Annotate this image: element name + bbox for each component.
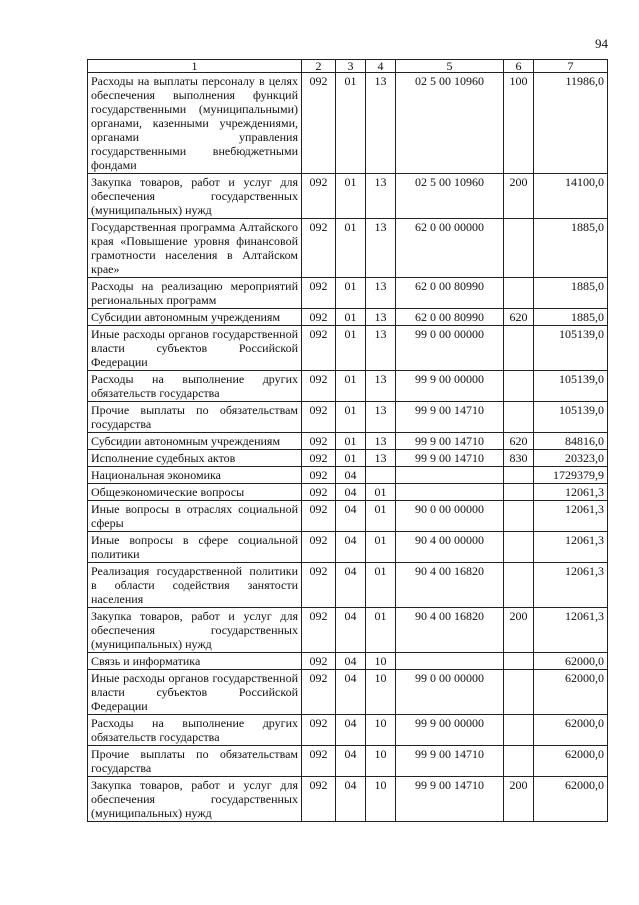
row-expense-type-cell — [504, 653, 534, 670]
row-amount-cell: 1885,0 — [534, 219, 608, 278]
row-amount-cell: 1885,0 — [534, 309, 608, 326]
table-row — [88, 219, 608, 278]
table-row — [88, 501, 608, 532]
row-expense-type-cell: 830 — [504, 450, 534, 467]
table-row — [88, 73, 608, 174]
row-subsection-cell: 01 — [366, 484, 396, 501]
row-section-cell: 01 — [336, 371, 366, 402]
row-name-cell: Исполнение судебных актов — [88, 450, 302, 467]
table-row — [88, 746, 608, 777]
row-section-cell: 04 — [336, 484, 366, 501]
table-row — [88, 174, 608, 219]
row-name-cell: Прочие выплаты по обязательствам государства — [88, 402, 302, 433]
row-code-cell: 092 — [302, 174, 336, 219]
row-target-cell — [396, 653, 504, 670]
header-cell: 2 — [302, 60, 336, 73]
row-name-cell: Расходы на выплаты персоналу в целях обеспечения выполнения функций государственными (муниципальными) органами, казенными учреждениями, органами управления государственными внебюджетными фондами — [88, 73, 302, 174]
row-section-cell: 04 — [336, 715, 366, 746]
row-amount-cell: 62000,0 — [534, 715, 608, 746]
row-section-cell: 04 — [336, 746, 366, 777]
row-code-cell: 092 — [302, 532, 336, 563]
row-section-cell: 04 — [336, 670, 366, 715]
row-target-cell: 99 9 00 00000 — [396, 715, 504, 746]
row-expense-type-cell — [504, 371, 534, 402]
row-expense-type-cell: 620 — [504, 433, 534, 450]
row-subsection-cell: 10 — [366, 746, 396, 777]
row-section-cell: 04 — [336, 563, 366, 608]
row-amount-cell: 62000,0 — [534, 653, 608, 670]
row-subsection-cell: 10 — [366, 777, 396, 822]
row-target-cell: 99 9 00 14710 — [396, 433, 504, 450]
row-name-cell: Закупка товаров, работ и услуг для обеспечения государственных (муниципальных) нужд — [88, 174, 302, 219]
table-row — [88, 467, 608, 484]
row-subsection-cell: 01 — [366, 563, 396, 608]
header-cell: 7 — [534, 60, 608, 73]
row-amount-cell: 12061,3 — [534, 563, 608, 608]
row-amount-cell: 14100,0 — [534, 174, 608, 219]
budget-table — [87, 59, 608, 822]
row-expense-type-cell — [504, 278, 534, 309]
row-subsection-cell: 13 — [366, 174, 396, 219]
page-number: 94 — [595, 36, 608, 51]
row-target-cell: 99 0 00 00000 — [396, 326, 504, 371]
table-row — [88, 532, 608, 563]
row-code-cell: 092 — [302, 715, 336, 746]
row-expense-type-cell — [504, 563, 534, 608]
row-name-cell: Национальная экономика — [88, 467, 302, 484]
row-expense-type-cell — [504, 501, 534, 532]
row-amount-cell: 12061,3 — [534, 608, 608, 653]
row-subsection-cell: 13 — [366, 371, 396, 402]
row-target-cell: 99 0 00 00000 — [396, 670, 504, 715]
row-expense-type-cell — [504, 746, 534, 777]
row-code-cell: 092 — [302, 777, 336, 822]
row-expense-type-cell — [504, 715, 534, 746]
row-amount-cell: 105139,0 — [534, 326, 608, 371]
row-expense-type-cell — [504, 670, 534, 715]
table-row — [88, 484, 608, 501]
row-expense-type-cell — [504, 467, 534, 484]
row-target-cell: 02 5 00 10960 — [396, 73, 504, 174]
row-name-cell: Общеэкономические вопросы — [88, 484, 302, 501]
row-expense-type-cell — [504, 532, 534, 563]
row-section-cell: 01 — [336, 278, 366, 309]
row-target-cell: 62 0 00 80990 — [396, 309, 504, 326]
row-expense-type-cell: 200 — [504, 608, 534, 653]
row-expense-type-cell: 200 — [504, 174, 534, 219]
row-section-cell: 01 — [336, 450, 366, 467]
row-code-cell: 092 — [302, 563, 336, 608]
row-amount-cell: 12061,3 — [534, 532, 608, 563]
row-target-cell: 99 9 00 14710 — [396, 450, 504, 467]
row-amount-cell: 84816,0 — [534, 433, 608, 450]
row-code-cell: 092 — [302, 746, 336, 777]
row-expense-type-cell: 100 — [504, 73, 534, 174]
row-target-cell — [396, 484, 504, 501]
row-target-cell: 02 5 00 10960 — [396, 174, 504, 219]
row-expense-type-cell: 620 — [504, 309, 534, 326]
row-code-cell: 092 — [302, 501, 336, 532]
row-target-cell: 62 0 00 80990 — [396, 278, 504, 309]
row-subsection-cell: 01 — [366, 501, 396, 532]
row-code-cell: 092 — [302, 467, 336, 484]
row-subsection-cell: 13 — [366, 278, 396, 309]
table-row — [88, 326, 608, 371]
row-amount-cell: 20323,0 — [534, 450, 608, 467]
row-section-cell: 04 — [336, 467, 366, 484]
row-amount-cell: 105139,0 — [534, 371, 608, 402]
row-name-cell: Иные вопросы в отраслях социальной сферы — [88, 501, 302, 532]
row-code-cell: 092 — [302, 278, 336, 309]
row-section-cell: 04 — [336, 501, 366, 532]
row-code-cell: 092 — [302, 450, 336, 467]
row-amount-cell: 1729379,9 — [534, 467, 608, 484]
row-section-cell: 01 — [336, 73, 366, 174]
row-amount-cell: 12061,3 — [534, 484, 608, 501]
row-subsection-cell: 13 — [366, 219, 396, 278]
table-row — [88, 402, 608, 433]
row-target-cell: 99 9 00 14710 — [396, 402, 504, 433]
table-row — [88, 563, 608, 608]
table-row — [88, 371, 608, 402]
table-row — [88, 715, 608, 746]
row-section-cell: 01 — [336, 309, 366, 326]
row-amount-cell: 62000,0 — [534, 746, 608, 777]
table-row — [88, 433, 608, 450]
header-cell: 1 — [88, 60, 302, 73]
row-name-cell: Государственная программа Алтайского края «Повышение уровня финансовой грамотности населения в Алтайском крае» — [88, 219, 302, 278]
row-subsection-cell: 01 — [366, 532, 396, 563]
header-cell: 3 — [336, 60, 366, 73]
row-code-cell: 092 — [302, 371, 336, 402]
row-code-cell: 092 — [302, 309, 336, 326]
row-name-cell: Связь и информатика — [88, 653, 302, 670]
table-row — [88, 653, 608, 670]
row-subsection-cell: 13 — [366, 402, 396, 433]
row-target-cell: 90 0 00 00000 — [396, 501, 504, 532]
row-section-cell: 04 — [336, 777, 366, 822]
row-code-cell: 092 — [302, 219, 336, 278]
table-row — [88, 777, 608, 822]
row-name-cell: Субсидии автономным учреждениям — [88, 309, 302, 326]
row-code-cell: 092 — [302, 484, 336, 501]
row-subsection-cell: 13 — [366, 326, 396, 371]
row-name-cell: Иные расходы органов государственной власти субъектов Российской Федерации — [88, 326, 302, 371]
row-amount-cell: 12061,3 — [534, 501, 608, 532]
row-expense-type-cell — [504, 402, 534, 433]
row-code-cell: 092 — [302, 326, 336, 371]
row-subsection-cell: 13 — [366, 73, 396, 174]
row-expense-type-cell: 200 — [504, 777, 534, 822]
row-name-cell: Реализация государственной политики в области содействия занятости населения — [88, 563, 302, 608]
row-target-cell: 99 9 00 00000 — [396, 371, 504, 402]
row-target-cell: 90 4 00 00000 — [396, 532, 504, 563]
table-row — [88, 309, 608, 326]
table-row — [88, 450, 608, 467]
row-code-cell: 092 — [302, 402, 336, 433]
row-section-cell: 04 — [336, 653, 366, 670]
row-subsection-cell: 10 — [366, 653, 396, 670]
row-expense-type-cell — [504, 219, 534, 278]
row-target-cell: 99 9 00 14710 — [396, 746, 504, 777]
row-code-cell: 092 — [302, 670, 336, 715]
header-cell: 4 — [366, 60, 396, 73]
row-target-cell: 62 0 00 00000 — [396, 219, 504, 278]
row-name-cell: Субсидии автономным учреждениям — [88, 433, 302, 450]
row-subsection-cell: 01 — [366, 608, 396, 653]
row-amount-cell: 105139,0 — [534, 402, 608, 433]
table-body — [88, 73, 608, 822]
row-amount-cell: 11986,0 — [534, 73, 608, 174]
table-row — [88, 278, 608, 309]
row-section-cell: 01 — [336, 219, 366, 278]
row-amount-cell: 62000,0 — [534, 777, 608, 822]
row-expense-type-cell — [504, 326, 534, 371]
row-name-cell: Расходы на выполнение других обязательств государства — [88, 715, 302, 746]
row-section-cell: 04 — [336, 608, 366, 653]
row-name-cell: Прочие выплаты по обязательствам государства — [88, 746, 302, 777]
row-section-cell: 01 — [336, 402, 366, 433]
row-name-cell: Расходы на выполнение других обязательств государства — [88, 371, 302, 402]
row-name-cell: Иные вопросы в сфере социальной политики — [88, 532, 302, 563]
row-amount-cell: 1885,0 — [534, 278, 608, 309]
row-subsection-cell: 10 — [366, 670, 396, 715]
row-section-cell: 01 — [336, 326, 366, 371]
row-subsection-cell: 13 — [366, 309, 396, 326]
row-amount-cell: 62000,0 — [534, 670, 608, 715]
row-name-cell: Иные расходы органов государственной власти субъектов Российской Федерации — [88, 670, 302, 715]
row-subsection-cell: 13 — [366, 433, 396, 450]
row-target-cell — [396, 467, 504, 484]
row-code-cell: 092 — [302, 73, 336, 174]
row-subsection-cell: 10 — [366, 715, 396, 746]
row-subsection-cell — [366, 467, 396, 484]
row-section-cell: 01 — [336, 433, 366, 450]
row-target-cell: 99 9 00 14710 — [396, 777, 504, 822]
row-section-cell: 04 — [336, 532, 366, 563]
row-code-cell: 092 — [302, 608, 336, 653]
row-name-cell: Расходы на реализацию мероприятий региональных программ — [88, 278, 302, 309]
row-section-cell: 01 — [336, 174, 366, 219]
row-name-cell: Закупка товаров, работ и услуг для обеспечения государственных (муниципальных) нужд — [88, 777, 302, 822]
row-subsection-cell: 13 — [366, 450, 396, 467]
row-expense-type-cell — [504, 484, 534, 501]
header-cell: 6 — [504, 60, 534, 73]
row-code-cell: 092 — [302, 433, 336, 450]
row-target-cell: 90 4 00 16820 — [396, 608, 504, 653]
table-row — [88, 670, 608, 715]
row-name-cell: Закупка товаров, работ и услуг для обеспечения государственных (муниципальных) нужд — [88, 608, 302, 653]
row-code-cell: 092 — [302, 653, 336, 670]
header-row — [88, 60, 608, 73]
header-cell: 5 — [396, 60, 504, 73]
row-target-cell: 90 4 00 16820 — [396, 563, 504, 608]
table-row — [88, 608, 608, 653]
